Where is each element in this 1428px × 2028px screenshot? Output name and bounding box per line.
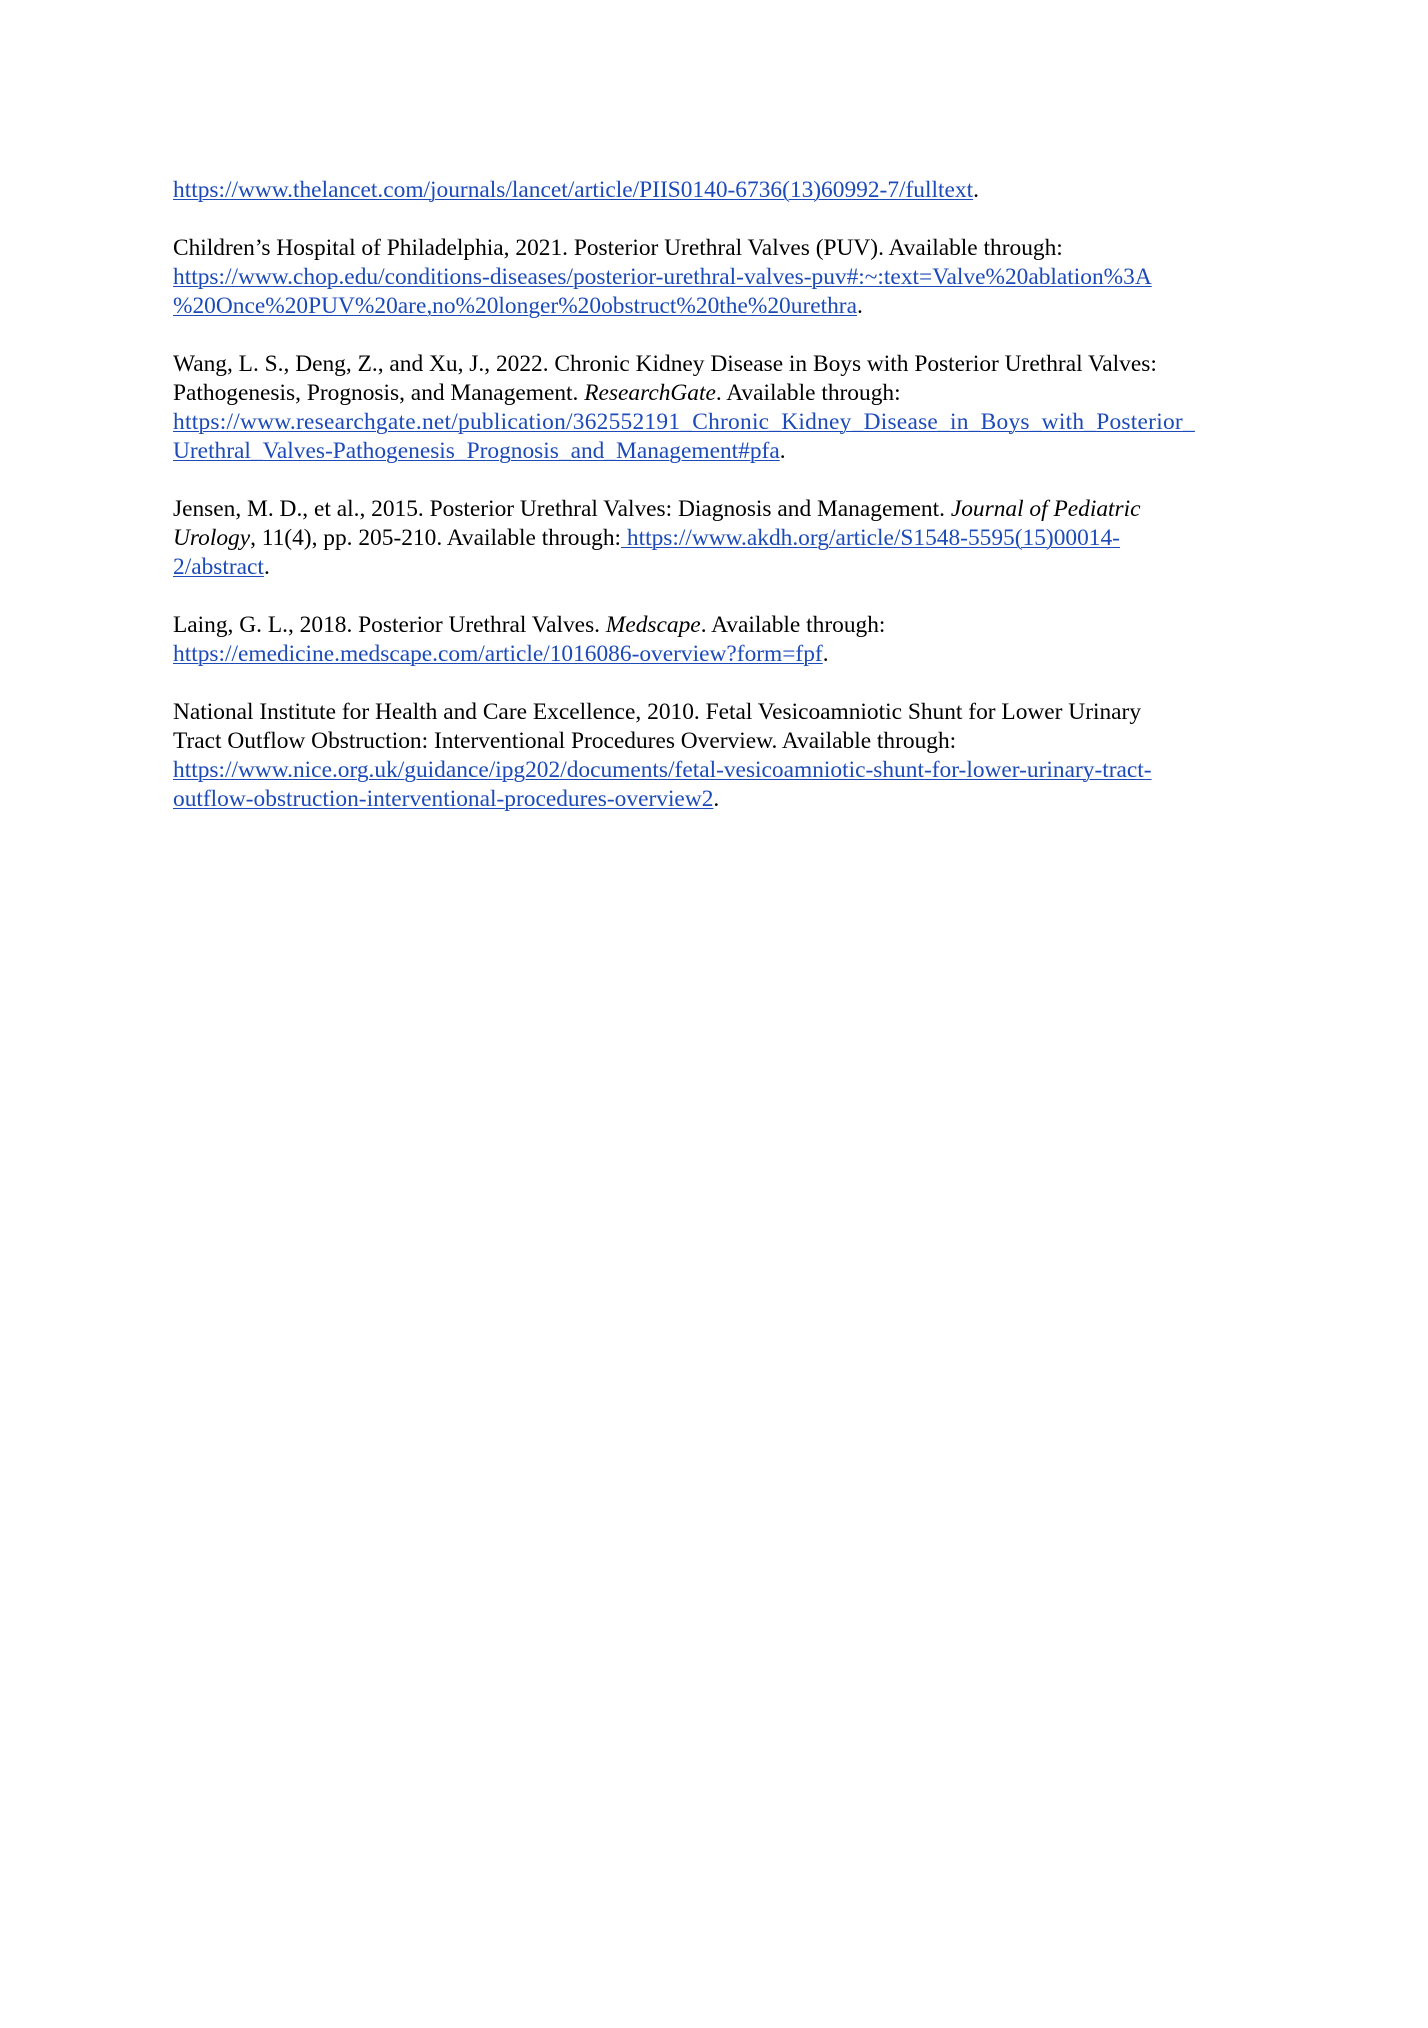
reference-text: . xyxy=(779,438,786,464)
reference-entry xyxy=(173,234,1258,321)
reference-line xyxy=(173,379,1258,408)
reference-line xyxy=(173,524,1258,553)
reference-line xyxy=(173,234,1258,263)
reference-url-link[interactable]: https://www.nice.org.uk/guidance/ipg202/documents/fetal-vesicoamniotic-shunt-for-lower-urinary-tract- xyxy=(173,757,1152,783)
reference-text: Laing, G. L., 2018. Posterior Urethral Valves. xyxy=(173,612,606,638)
reference-text: . xyxy=(973,177,979,203)
reference-text: . xyxy=(822,641,829,667)
reference-line xyxy=(173,640,1258,669)
reference-entry xyxy=(173,698,1258,814)
reference-line xyxy=(173,263,1258,292)
reference-line xyxy=(173,437,1258,466)
reference-text: . xyxy=(713,786,720,812)
reference-line xyxy=(173,495,1258,524)
reference-line xyxy=(173,698,1258,727)
reference-line xyxy=(173,350,1258,379)
reference-entry xyxy=(173,350,1258,466)
publication-title: Medscape xyxy=(605,612,701,638)
reference-url-link[interactable]: https://www.thelancet.com/journals/lancet/article/PIIS0140-6736(13)60992-7/fulltext xyxy=(173,177,974,203)
reference-line xyxy=(173,785,1258,814)
reference-line xyxy=(173,408,1258,437)
reference-url-link[interactable]: https://www.researchgate.net/publication/362552191_Chronic_Kidney_Disease_in_Boys_with_Posterior_ xyxy=(173,409,1195,435)
reference-line xyxy=(173,292,1258,321)
reference-text: Jensen, M. D., et al., 2015. Posterior Urethral Valves: Diagnosis and Management. xyxy=(173,496,951,522)
reference-line xyxy=(173,176,1258,205)
reference-text: . xyxy=(263,554,270,580)
reference-text: Wang, L. S., Deng, Z., and Xu, J., 2022. Chronic Kidney Disease in Boys with Posterior Urethral Valves: xyxy=(173,351,1157,377)
reference-line xyxy=(173,553,1258,582)
publication-title: Journal of Pediatric xyxy=(950,496,1141,522)
reference-url-link[interactable]: %20Once%20PUV%20are,no%20longer%20obstruct%20the%20urethra xyxy=(173,293,857,319)
reference-line xyxy=(173,756,1258,785)
reference-text: Pathogenesis, Prognosis, and Management. xyxy=(173,380,585,406)
reference-entry xyxy=(173,176,1258,205)
reference-entry xyxy=(173,495,1258,582)
reference-text: . Available through: xyxy=(715,380,901,406)
reference-line xyxy=(173,727,1258,756)
reference-url-link[interactable]: outflow-obstruction-interventional-procedures-overview2 xyxy=(173,786,714,812)
publication-title: Urology xyxy=(173,525,251,551)
publication-title: ResearchGate xyxy=(584,380,716,406)
reference-text: , 11(4), pp. 205-210. Available through: xyxy=(250,525,622,551)
reference-text: . xyxy=(856,293,863,319)
reference-entry xyxy=(173,611,1258,669)
reference-url-link[interactable]: 2/abstract xyxy=(173,554,264,580)
reference-url-link[interactable]: https://www.akdh.org/article/S1548-5595(15)00014- xyxy=(621,525,1120,551)
reference-line xyxy=(173,611,1258,640)
reference-url-link[interactable]: Urethral_Valves-Pathogenesis_Prognosis_and_Management#pfa xyxy=(173,438,780,464)
reference-url-link[interactable]: https://www.chop.edu/conditions-diseases/posterior-urethral-valves-puv#:~:text=Valve%20ablation%3A xyxy=(173,264,1152,290)
reference-text: Tract Outflow Obstruction: Interventional Procedures Overview. Available through: xyxy=(173,728,957,754)
reference-url-link[interactable]: https://emedicine.medscape.com/article/1016086-overview?form=fpf xyxy=(173,641,823,667)
reference-text: National Institute for Health and Care Excellence, 2010. Fetal Vesicoamniotic Shunt for Lower Urinary xyxy=(173,699,1142,725)
reference-list xyxy=(173,176,1258,843)
reference-text: . Available through: xyxy=(700,612,886,638)
reference-text: Children’s Hospital of Philadelphia, 2021. Posterior Urethral Valves (PUV). Available through: xyxy=(173,235,1063,261)
